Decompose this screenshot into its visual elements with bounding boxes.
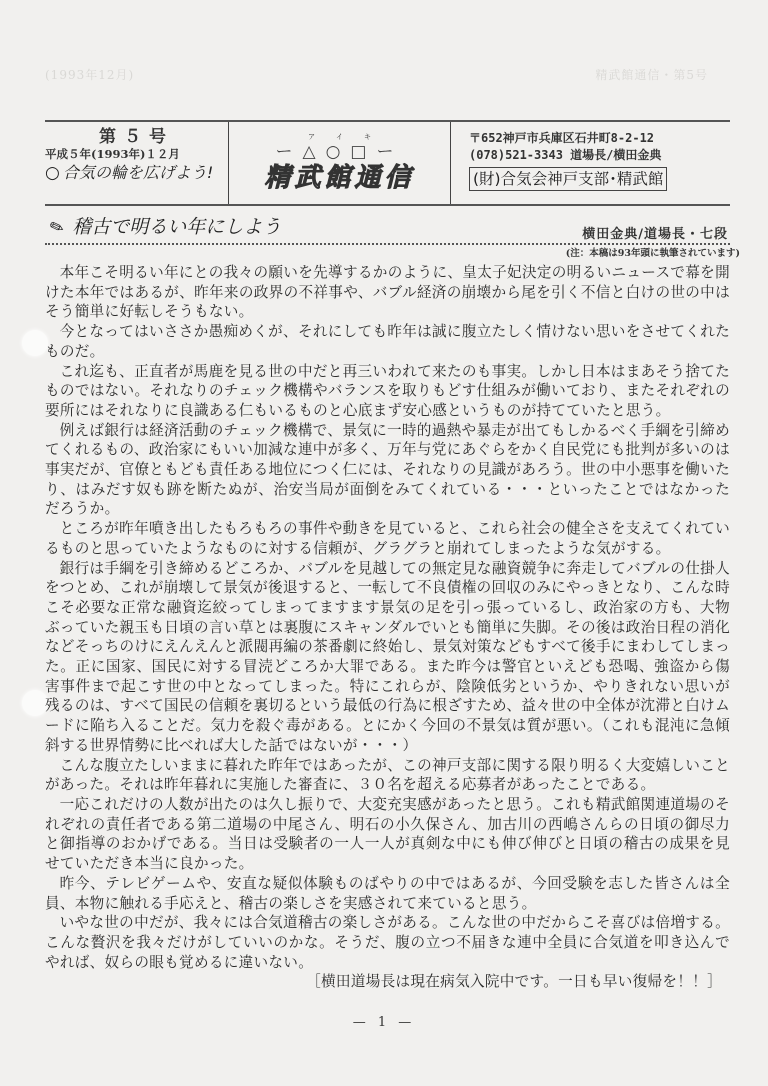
ruby-a: ア (308, 133, 315, 141)
closing-note: ［横田道場長は現在病気入院中です。一日も早い復帰を！！］ (306, 973, 722, 991)
organization-name: (財)合気会神戸支部･精武館 (469, 167, 667, 191)
pencil-icon: ✎ (47, 216, 68, 240)
shapes-ruby (229, 132, 450, 142)
paragraph: 昨今、テレビゲームや、安直な疑似体験ものばやりの中ではあるが、今回受験を志した皆さんは全員、本物に触れる手応えと、稽古の楽しさを実感されて来ていると思う。 (45, 874, 730, 912)
issue-number: 第５号 (99, 127, 174, 147)
paragraph: 今となってはいささか愚痴めくが、それにしても昨年は誠に腹立たしく情けない思いをさせてくれたものだ。 (45, 323, 730, 360)
paragraph: 一応これだけの人数が出たのは久し振りで、大変充実感があったと思う。これも精武館関連道場のそれぞれの責任者である第二道場の中尾さん、明石の小久保さん、加古川の西嶋さんらの日頃の御尽力と御指導のおかげである。当日は受験者の一人一人が真剣な中にも伸び伸びと日頃の稽古の成果を見せていただき本当に良かった。 (45, 795, 730, 873)
article-header (45, 213, 730, 245)
triangle-circle-square-icon: ー△○□ー (275, 142, 404, 162)
masthead-contact (451, 122, 730, 204)
paragraph: こんな腹立たしいままに暮れた昨年ではあったが、この神戸支部に関する限り明るく大変嬉しいことがあった。それは昨年暮れに実施した審査に、３０名を超える応募者があったことである。 (45, 756, 730, 794)
address: 〒652神戸市兵庫区石井町8-2-12 (469, 131, 655, 145)
masthead (45, 120, 730, 206)
slogan-text: 合気の輪を広げよう! (62, 163, 214, 182)
newsletter-title: 精武館通信 (264, 163, 415, 193)
ruby-ki: キ (364, 133, 371, 141)
paragraph: いやな世の中だが、我々には合気道稽古の楽しさがある。こんな世の中だからこそ喜びは倍増する。こんな贅沢を我々だけがしていいのかな。そうだ、腹の立つ不届きな連中全員に合気道を叩き込んでやれば、奴らの眼も覚めるに違いない。 (45, 914, 730, 971)
bleed-through-text-right: 精武館通信・第5号 (595, 68, 708, 82)
article-body (45, 263, 730, 992)
article-title-row (47, 213, 282, 242)
article-title: 稽古で明るい年にしよう (72, 216, 282, 238)
editor-note: (注：本稿は93年頭に執筆されています) (565, 248, 740, 259)
paragraph: これ迄も、正直者が馬鹿を見る世の中だと再三いわれて来たのも事実。しかし日本はまあそう捨てたものではない。それなりのチェック機構やバランスを取りもどす仕組みが働いており、またそれぞれの要所にはそれなりに良識ある仁もいるものと心底まず安心感というものが持てていたと思う。 (45, 362, 730, 419)
masthead-issue-info (45, 122, 229, 204)
masthead-title-block (229, 122, 451, 204)
circle-icon: ○ (45, 163, 60, 183)
paragraph: 銀行は手綱を引き締めるどころか、バブルを見越しての無定見な融資競争に奔走してバブルの仕掛人をつとめ、これが崩壊して景気が後退すると、一転して不良債権の回収のみにやっきとなり、こんな時こそ必要な正常な融資迄絞ってしまってますます景気の足を引っ張っているし、政治家の方も、大物ぶっていた親玉も日頃の言い草とは裏腹にスキャンダルでいとも簡単に失脚。その後は政治日程の消化などそっちのけにえんえんと派閥再編の茶番劇に終始し、景気対策などもすべて後手にまわしてしまった。正に国家、国民に対する冒涜どころか大罪である。また昨今は警官といえども恐喝、強盗から傷害事件まで起こす世の中となってしまった。特にこれらが、陰険低劣というか、やりきれない思いが残るのは、すべて国民の信頼を裏切るという最低の行為に根ざすため、益々世の中全体が沈滞と白けムードに陥ち入ることだ。気力を殺ぐ毒がある。とにかく今回の不景気は質が悪い。（これも混沌に急傾斜する世界情勢に比べれば大した話ではないが・・・） (45, 559, 730, 754)
page-number: — 1 — (352, 1015, 416, 1030)
phone-and-director: (078)521-3343 道場長/横田金典 (469, 148, 662, 162)
issue-date: 平成５年(1993年)１２月 (45, 147, 180, 161)
paragraph: 例えば銀行は経済活動のチェック機構で、景気に一時的過熱や暴走が出てもしかるべく手綱を引締めてくれるもの、政治家にもいい加減な連中が多く、万年与党にあぐらをかく自民党にも批判が多いのは事実だが、官僚ともども責任ある地位につく仁には、それなりの見識があろう。世の中小悪事を働いたり、はみだす奴も跡を断たぬが、治安当局が面倒をみてくれている・・・といったことではなかっただろうか。 (45, 421, 730, 518)
byline: 横田金典/道場長・七段 (582, 227, 728, 242)
bleed-through-text-left: (1993年12月) (45, 68, 135, 82)
paragraph: 本年こそ明るい年にとの我々の願いを先導するかのように、皇太子妃決定の明るいニュースで幕を開けた本年ではあるが、昨年来の政界の不祥事や、バブル経済の崩壊から尾を引く不信と白けの世の中はそう簡単に好転しそうもない。 (45, 264, 730, 321)
slogan (45, 162, 228, 184)
ruby-i: イ (336, 133, 343, 141)
paragraph: ところが昨年噴き出したもろもろの事件や動きを見ていると、これら社会の健全さを支えてくれているものと思っていたようなものに対する信頼が、グラグラと崩れてしまったような気がする。 (45, 520, 730, 557)
